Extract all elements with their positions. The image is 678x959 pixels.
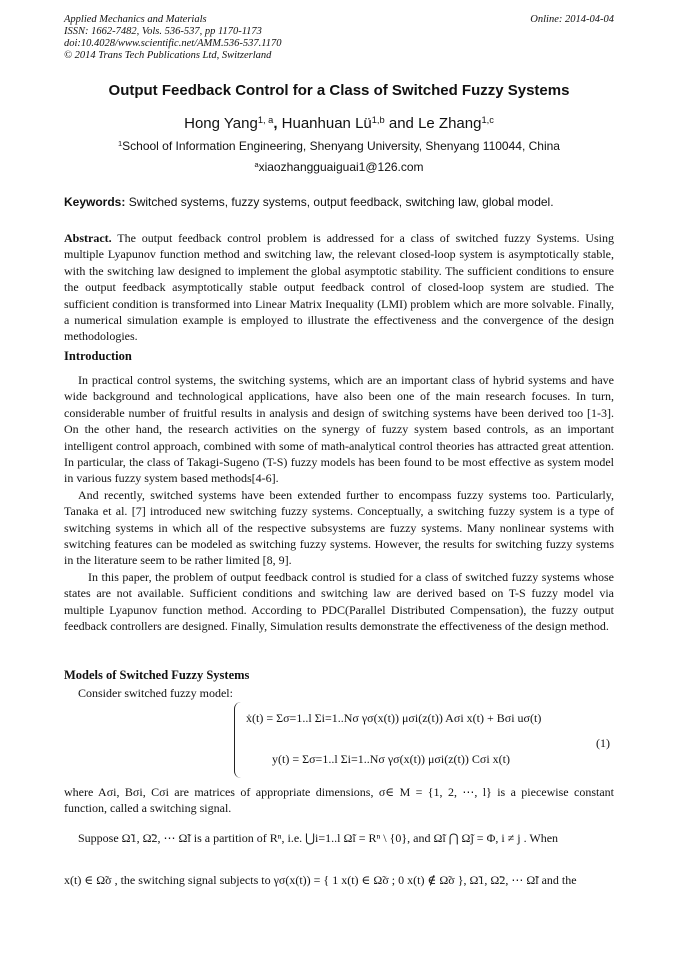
affiliation-marker: 1 bbox=[118, 138, 123, 148]
paragraph: And recently, switched systems have been extended further to encompass fuzzy systems too. Particularly, Tanaka et al. [7] introduced new switching fuzzy systems. Conceptually, a switching fuzzy system is a type of switching systems in which all of the respective subsystems are fuzzy systems. Many nonlinear systems with switching features can be modeled as switching fuzzy systems. However, the results for switching fuzzy systems in the literature seem to be rather limited [8, 9]. bbox=[64, 487, 614, 568]
issn-line: ISSN: 1662-7482, Vols. 536-537, pp 1170-1173 bbox=[64, 26, 262, 37]
affiliation bbox=[0, 139, 678, 153]
abstract bbox=[64, 230, 614, 345]
abstract-text: The output feedback control problem is addressed for a class of switched fuzzy Systems. Using multiple Lyapunov function method and switching law, the relevant closed-loop system is asymptotically stable, with the switching law designed to implement the global asymptotic stability. The sufficient conditions to ensure the output feedback asymptotically stable output feedback control of closed-loop system are studied. The sufficient condition is transformed into Linear Matrix Inequality (LMI) problem which are more solvable. Finally, a numerical simulation example is employed to illustrate the effectiveness and the convergence of the design methodologies. bbox=[64, 231, 614, 344]
paragraph: Suppose Ω̃1, Ω̃2, ⋯ Ω̃l is a partition of Rⁿ, i.e. ⋃i=1..l Ω̃i = Rⁿ \ {0}, and Ω̃i ⋂ Ω̃j = Φ, i ≠ j . When bbox=[78, 831, 559, 845]
model-intro: Consider switched fuzzy model: bbox=[78, 686, 233, 700]
copyright-line: © 2014 Trans Tech Publications Ltd, Switzerland bbox=[64, 50, 272, 61]
introduction-body bbox=[64, 372, 614, 635]
journal-name: Applied Mechanics and Materials bbox=[64, 14, 207, 25]
journal-header bbox=[64, 14, 281, 62]
email-marker: a bbox=[254, 159, 259, 169]
keywords-label: Keywords: bbox=[64, 195, 126, 209]
online-date: Online: 2014-04-04 bbox=[530, 14, 614, 25]
author-separator: , bbox=[273, 115, 278, 132]
paragraph: In this paper, the problem of output feedback control is studied for a class of switched fuzzy systems whose states are not available. Sufficient conditions and switching law are derived based on T-S fuzzy model via multiple Lyapunov function method. According to PDC(Parallel Distributed Compensation), the fuzzy output feedback controllers are designed. Finally, Simulation results demonstrate the effectiveness of the design method. bbox=[64, 569, 614, 634]
affiliation-text: School of Information Engineering, Shenyang University, Shenyang 110044, China bbox=[122, 139, 560, 153]
equation-number: (1) bbox=[596, 736, 610, 750]
section-heading-models: Models of Switched Fuzzy Systems bbox=[64, 668, 250, 682]
author-affiliation-marker: 1,b bbox=[371, 114, 385, 125]
keywords bbox=[64, 195, 616, 209]
equation-line-2: y(t) = Σσ=1..l Σi=1..Nσ γσ(x(t)) μσi(z(t)) Cσi x(t) bbox=[272, 752, 510, 766]
author-conjunction: and bbox=[384, 115, 419, 132]
equation-line-1: ẋ(t) = Σσ=1..l Σi=1..Nσ γσ(x(t)) μσi(z(t)) Aσi x(t) + Bσi uσ(t) bbox=[246, 711, 542, 725]
doi-line: doi:10.4028/www.scientific.net/AMM.536-537.1170 bbox=[64, 38, 282, 49]
keywords-text: Switched systems, fuzzy systems, output feedback, switching law, global model. bbox=[125, 195, 554, 209]
section-heading-introduction: Introduction bbox=[64, 349, 132, 363]
equation-brace bbox=[234, 702, 243, 778]
paragraph: In practical control systems, the switching systems, which are an important class of hybrid systems and have wide background and technological applications, have also been one of the main research focuses. In turn, considerable number of fruitful results in analysis and design of switching systems have been derived too [1-3]. On the other hand, the research activities on the synergy of fuzzy system based controls, as an important intelligent control approach, combined with some of math-analytical control theories has attracted great attention. In particular, the class of Takagi-Sugeno (T-S) fuzzy models has been found to be most effective as system model in various fuzzy system based methods[4-6]. bbox=[64, 373, 614, 486]
author-name: Huanhuan Lü bbox=[277, 115, 372, 132]
email-address: xiaozhangguaiguai1@126.com bbox=[258, 160, 424, 174]
author-name: Hong Yang bbox=[184, 115, 258, 132]
switching-signal-paragraph: x(t) ∈ Ω̃σ , the switching signal subjects to γσ(x(t)) = { 1 x(t) ∈ Ω̃σ ; 0 x(t) ∉ Ω̃σ }, Ω̃1, Ω̃2, ⋯ Ω̃l and the bbox=[64, 873, 577, 887]
author-affiliation-marker: 1, a bbox=[257, 114, 274, 125]
author-email bbox=[0, 160, 678, 174]
author-list bbox=[0, 115, 678, 132]
author-name: Le Zhang bbox=[418, 115, 482, 132]
author-affiliation-marker: 1,c bbox=[481, 114, 494, 125]
where-paragraph: where Aσi, Bσi, Cσi are matrices of appropriate dimensions, σ∈ M = {1, 2, ⋯, l} is a piecewise constant function, called a switching signal. bbox=[64, 785, 614, 816]
abstract-label: Abstract. bbox=[64, 231, 112, 245]
paper-title: Output Feedback Control for a Class of Switched Fuzzy Systems bbox=[108, 82, 570, 99]
suppose-paragraph bbox=[64, 830, 614, 846]
